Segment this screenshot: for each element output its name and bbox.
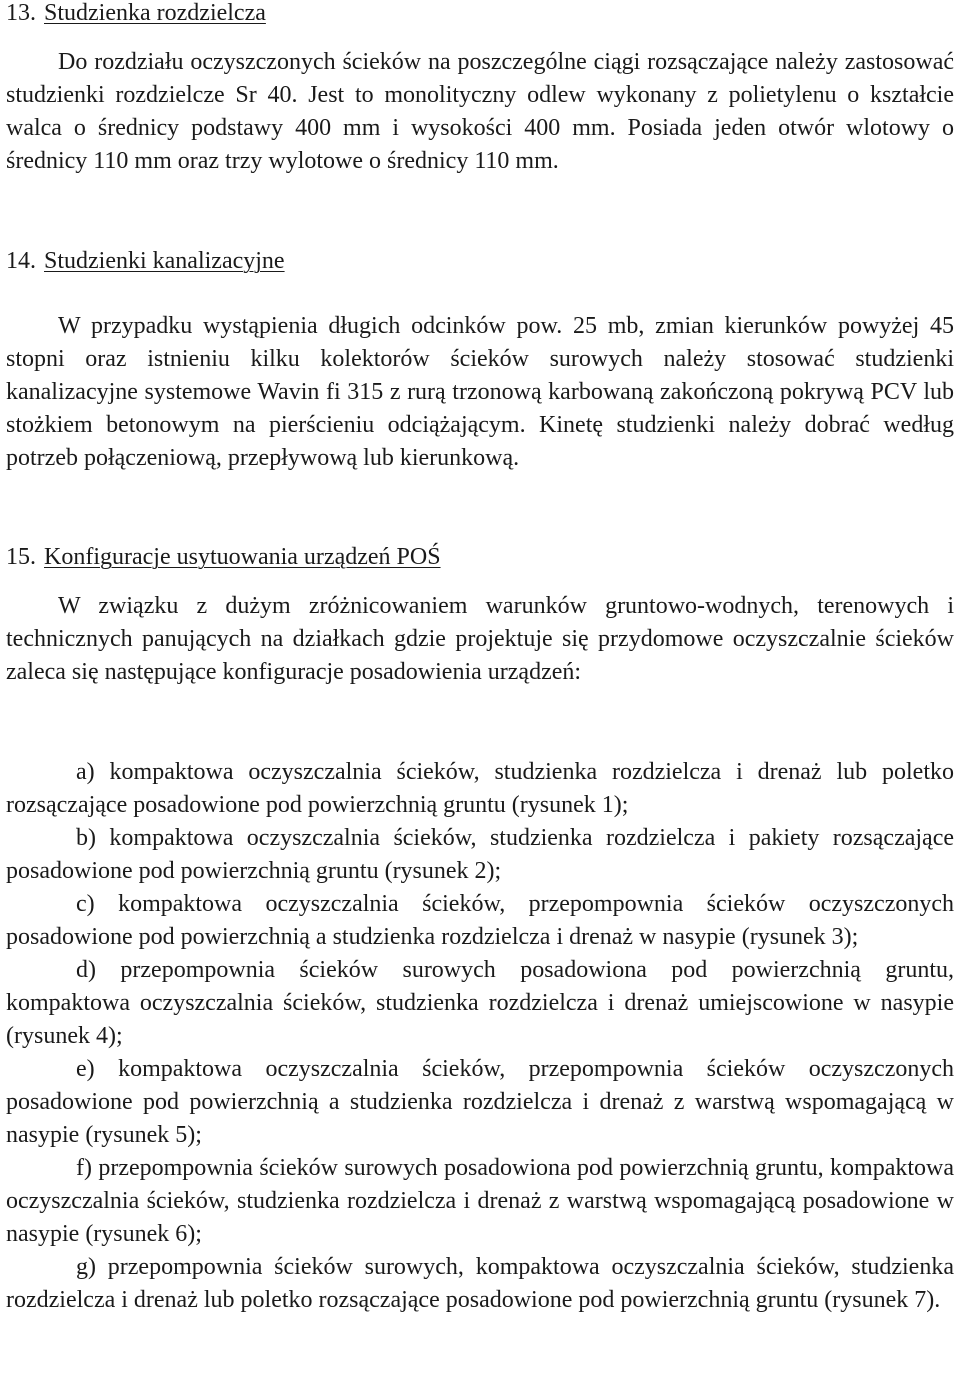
section-title: Konfiguracje usytuowania urządzeń POŚ xyxy=(44,544,441,570)
list-item: c) kompaktowa oczyszczalnia ścieków, przepompownia ścieków oczyszczonych posadowione pod powierzchnią a studzienka rozdzielcza i drenaż w nasypie (rysunek 3); xyxy=(6,891,954,950)
list-item: a) kompaktowa oczyszczalnia ścieków, studzienka rozdzielcza i drenaż lub poletko rozsączające posadowione pod powierzchnią gruntu (rysunek 1); xyxy=(6,759,954,818)
list-item: b) kompaktowa oczyszczalnia ścieków, studzienka rozdzielcza i pakiety rozsączające posadowione pod powierzchnią gruntu (rysunek 2); xyxy=(6,825,954,884)
section-number: 14. xyxy=(6,248,36,274)
section-14-paragraph: W przypadku wystąpienia długich odcinków pow. 25 mb, zmian kierunków powyżej 45 stopni oraz istnieniu kilku kolektorów ścieków surowych należy stosować studzienki kanalizacyjne systemowe Wavin fi 315 z rurą trzonową karbowaną zakończoną pokrywą PCV lub stożkiem betonowym na pierścieniu odciążającym. Kinetę studzienki należy dobrać według potrzeb połączeniową, przepływową lub kierunkową. xyxy=(6,313,954,471)
section-title: Studzienki kanalizacyjne xyxy=(44,248,285,274)
section-13-heading xyxy=(6,0,266,30)
section-15-paragraph: W związku z dużym zróżnicowaniem warunków gruntowo-wodnych, terenowych i technicznych panujących na działkach gdzie projektuje się przydomowe oczyszczalnie ścieków zaleca się następujące konfiguracje posadowienia urządzeń: xyxy=(6,593,954,685)
list-item: g) przepompownia ścieków surowych, kompaktowa oczyszczalnia ścieków, studzienka rozdzielcza i drenaż lub poletko rozsączające posadowione pod powierzchnią gruntu (rysunek 7). xyxy=(6,1254,954,1313)
configuration-list xyxy=(6,756,954,1317)
section-number: 13. xyxy=(6,0,36,26)
list-item: d) przepompownia ścieków surowych posadowiona pod powierzchnią gruntu, kompaktowa oczyszczalnia ścieków, studzienka rozdzielcza i drenaż umiejscowione w nasypie (rysunek 4); xyxy=(6,957,954,1049)
section-13-paragraph: Do rozdziału oczyszczonych ścieków na poszczególne ciągi rozsączające należy zastosować studzienki rozdzielcze Sr 40. Jest to monolityczny odlew wykonany z polietylenu o kształcie walca o średnicy podstawy 400 mm i wysokości 400 mm. Posiada jeden otwór wlotowy o średnicy 110 mm oraz trzy wylotowe o średnicy 110 mm. xyxy=(6,49,954,174)
section-number: 15. xyxy=(6,544,36,570)
list-item: e) kompaktowa oczyszczalnia ścieków, przepompownia ścieków oczyszczonych posadowione pod powierzchnią a studzienka rozdzielcza i drenaż z warstwą wspomagającą w nasypie (rysunek 5); xyxy=(6,1056,954,1148)
section-title: Studzienka rozdzielcza xyxy=(44,0,266,26)
section-15-heading xyxy=(6,541,441,574)
section-14-heading xyxy=(6,245,285,278)
list-item: f) przepompownia ścieków surowych posadowiona pod powierzchnią gruntu, kompaktowa oczyszczalnia ścieków, studzienka rozdzielcza i drenaż z warstwą wspomagającą posadowione w nasypie (rysunek 6); xyxy=(6,1155,954,1247)
